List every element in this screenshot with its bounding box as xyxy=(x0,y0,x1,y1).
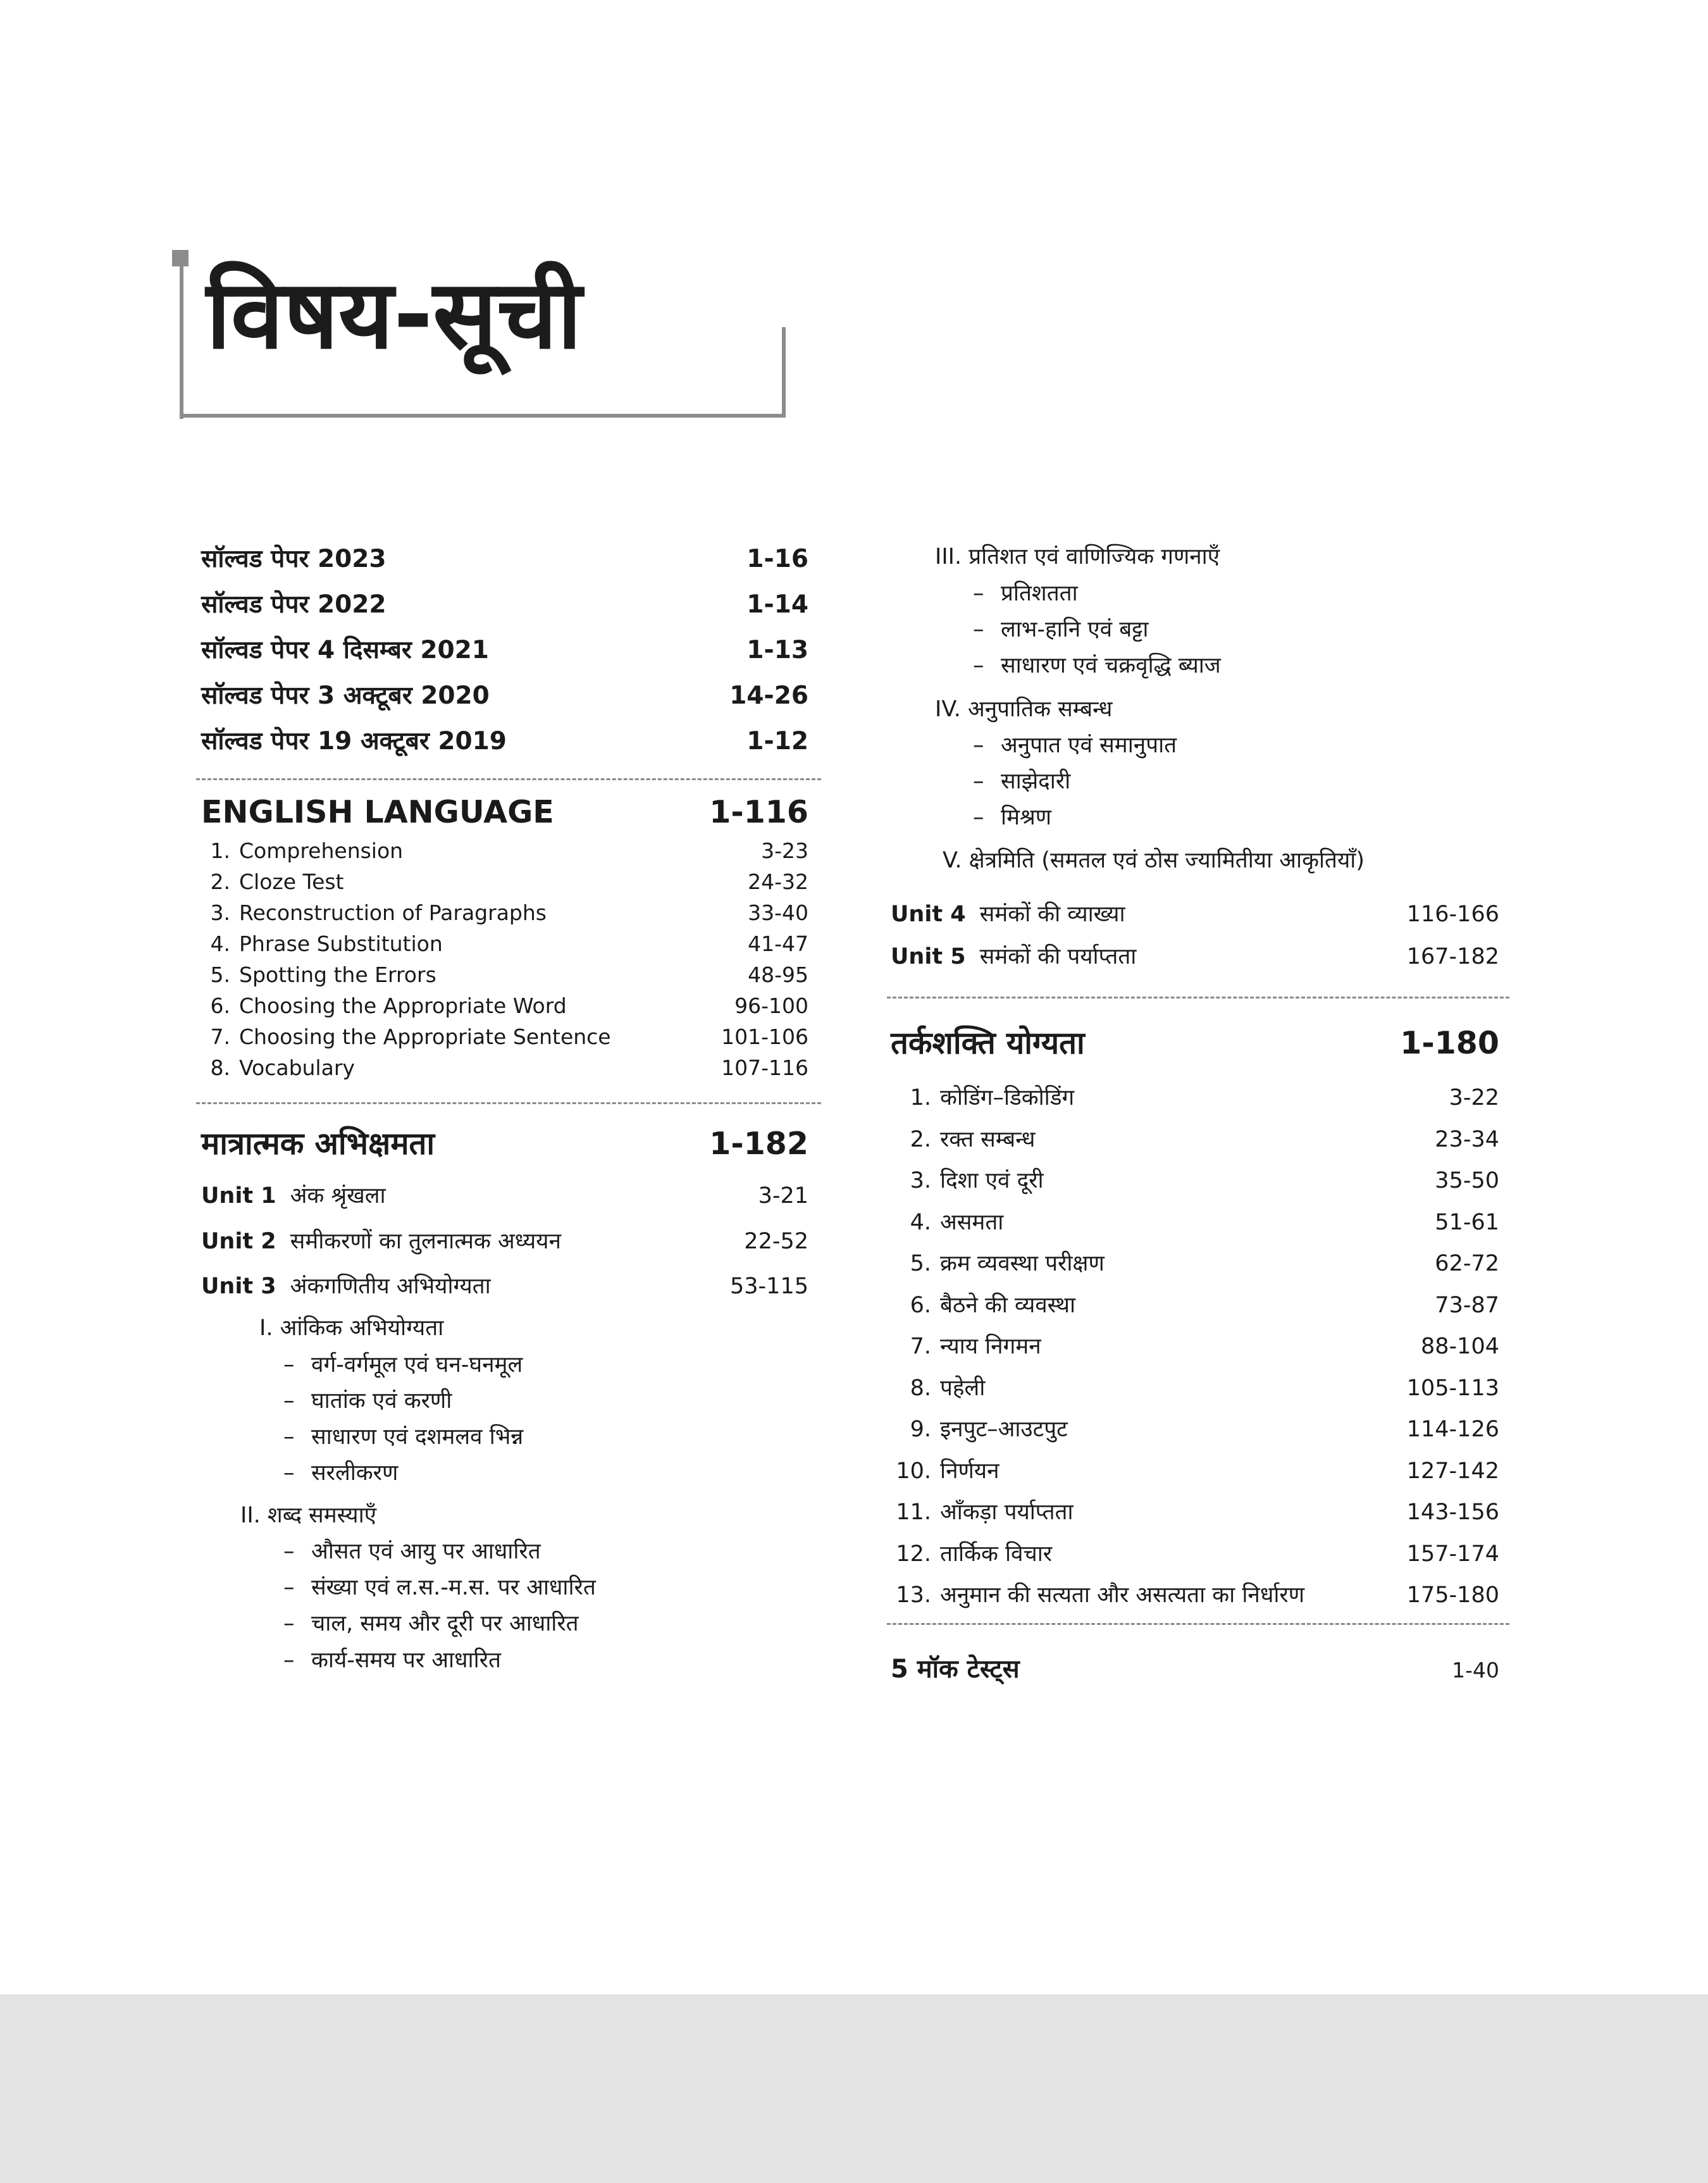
entry-label: समीकरणों का तुलनात्मक अध्ययन xyxy=(290,1229,561,1254)
toc-entry-solved-2021[interactable] xyxy=(201,632,808,666)
entry-label: सॉल्वड पेपर 2022 xyxy=(201,590,387,619)
section-divider xyxy=(196,1102,821,1104)
sub-heading[interactable]: IV. अनुपातिक सम्बन्ध xyxy=(935,697,1113,722)
toc-entry-unit[interactable] xyxy=(891,899,1499,928)
toc-entry-reasoning[interactable] xyxy=(891,1165,1499,1195)
section-heading: तर्कशक्ति योग्यता xyxy=(891,1025,1085,1061)
dash-bullet: – xyxy=(283,1648,295,1673)
dash-bullet: – xyxy=(283,1575,295,1600)
entry-number: 3. xyxy=(210,900,230,925)
entry-pages: 175-180 xyxy=(1406,1583,1499,1608)
entry-pages: 3-23 xyxy=(761,838,808,863)
entry-number: 2. xyxy=(910,1126,931,1152)
toc-entry-reasoning[interactable] xyxy=(891,1496,1499,1526)
toc-entry-mock-tests[interactable] xyxy=(891,1650,1499,1685)
entry-pages: 96-100 xyxy=(734,993,808,1018)
sub-item-label: घातांक एवं करणी xyxy=(311,1388,452,1414)
dash-bullet: – xyxy=(973,769,984,794)
sub-item-label: कार्य-समय पर आधारित xyxy=(311,1648,501,1673)
entry-pages: 51-61 xyxy=(1435,1209,1499,1235)
entry-label: रक्त सम्बन्ध xyxy=(940,1126,1036,1152)
sub-item[interactable] xyxy=(283,1608,579,1638)
sub-item-label: औसत एवं आयु पर आधारित xyxy=(311,1539,541,1564)
sub-item[interactable] xyxy=(283,1572,596,1601)
footer-band xyxy=(0,1994,1708,2183)
entry-label: पहेली xyxy=(940,1375,986,1401)
entry-pages: 1-40 xyxy=(1452,1658,1499,1682)
entry-number: 5. xyxy=(910,1251,931,1276)
entry-number: 6. xyxy=(210,993,230,1018)
entry-number: 3. xyxy=(910,1168,931,1193)
entry-label: असमता xyxy=(940,1209,1004,1235)
entry-label: 5 मॉक टेस्ट्स xyxy=(891,1655,1020,1684)
entry-label: अंक श्रृंखला xyxy=(290,1183,386,1209)
entry-pages: 114-126 xyxy=(1406,1417,1499,1442)
sub-item[interactable] xyxy=(973,802,1051,831)
dash-bullet: – xyxy=(973,805,984,830)
entry-number: 1. xyxy=(910,1085,931,1110)
entry-pages: 127-142 xyxy=(1406,1458,1499,1484)
toc-entry-reasoning[interactable] xyxy=(891,1414,1499,1443)
entry-label: कोडिंग–डिकोडिंग xyxy=(940,1085,1075,1110)
entry-label: समंकों की व्याख्या xyxy=(979,902,1125,927)
toc-entry-english[interactable] xyxy=(201,869,808,894)
toc-entry-english[interactable] xyxy=(201,1055,808,1080)
entry-pages: 62-72 xyxy=(1435,1251,1499,1276)
sub-item[interactable] xyxy=(973,578,1078,607)
toc-entry-reasoning[interactable] xyxy=(891,1207,1499,1236)
toc-entry-english[interactable] xyxy=(201,838,808,863)
toc-entry-reasoning[interactable] xyxy=(891,1124,1499,1154)
entry-pages: 1-13 xyxy=(746,636,808,664)
toc-entry-unit[interactable] xyxy=(891,941,1499,971)
toc-entry-reasoning[interactable] xyxy=(891,1538,1499,1568)
entry-pages: 53-115 xyxy=(730,1274,808,1299)
dash-bullet: – xyxy=(283,1460,295,1486)
toc-entry-english[interactable] xyxy=(201,900,808,925)
title-block xyxy=(170,250,789,421)
entry-label: सॉल्वड पेपर 3 अक्टूबर 2020 xyxy=(201,681,490,710)
toc-entry-unit[interactable] xyxy=(201,1271,808,1300)
unit-label: Unit 4 xyxy=(891,902,966,927)
toc-entry-reasoning[interactable] xyxy=(891,1579,1499,1609)
entry-number: 5. xyxy=(210,962,230,987)
section-divider xyxy=(887,1623,1509,1625)
entry-pages: 22-52 xyxy=(744,1229,808,1254)
entry-pages: 116-166 xyxy=(1406,902,1499,927)
section-pages: 1-180 xyxy=(1400,1025,1499,1061)
entry-number: 2. xyxy=(210,869,230,894)
dash-bullet: – xyxy=(973,617,984,642)
entry-label: क्रम व्यवस्था परीक्षण xyxy=(940,1251,1105,1276)
section-divider xyxy=(196,778,821,780)
entry-label: सॉल्वड पेपर 19 अक्टूबर 2019 xyxy=(201,727,507,756)
toc-entry-english[interactable] xyxy=(201,993,808,1018)
sub-item[interactable] xyxy=(283,1645,501,1674)
dash-bullet: – xyxy=(973,581,984,606)
entry-pages: 33-40 xyxy=(748,900,808,925)
sub-item[interactable] xyxy=(973,730,1177,759)
sub-item[interactable] xyxy=(973,614,1148,644)
toc-entry-solved-2020[interactable] xyxy=(201,678,808,711)
dash-bullet: – xyxy=(283,1424,295,1450)
entry-label: निर्णयन xyxy=(940,1458,999,1484)
unit-label: Unit 5 xyxy=(891,944,966,969)
entry-label: आँकड़ा पर्याप्तता xyxy=(940,1500,1074,1525)
toc-entry-unit[interactable] xyxy=(201,1226,808,1255)
entry-pages: 157-174 xyxy=(1406,1541,1499,1567)
entry-pages: 167-182 xyxy=(1406,944,1499,969)
section-reasoning[interactable] xyxy=(891,1021,1499,1063)
section-english[interactable] xyxy=(201,794,808,830)
unit-label: Unit 2 xyxy=(201,1229,276,1254)
entry-label: अंकगणितीय अभियोग्यता xyxy=(290,1274,491,1299)
entry-label: Comprehension xyxy=(239,838,404,863)
entry-label: Vocabulary xyxy=(239,1055,355,1080)
entry-pages: 35-50 xyxy=(1435,1168,1499,1193)
sub-item-label: साधारण एवं दशमलव भिन्न xyxy=(311,1424,524,1450)
sub-item[interactable] xyxy=(283,1457,398,1487)
entry-number: 10. xyxy=(896,1458,931,1484)
sub-item-label: लाभ-हानि एवं बट्टा xyxy=(1001,617,1149,642)
entry-pages: 105-113 xyxy=(1406,1375,1499,1401)
toc-entry-english[interactable] xyxy=(201,931,808,956)
entry-label: Phrase Substitution xyxy=(239,931,443,956)
entry-pages: 14-26 xyxy=(729,681,808,710)
sub-item-label: साझेदारी xyxy=(1001,769,1071,794)
sub-heading[interactable]: I. आंकिक अभियोग्यता xyxy=(259,1315,444,1341)
sub-item[interactable] xyxy=(283,1349,523,1379)
toc-entry-english[interactable] xyxy=(201,962,808,987)
entry-label: अनुमान की सत्यता और असत्यता का निर्धारण xyxy=(940,1583,1305,1608)
entry-pages: 101-106 xyxy=(721,1024,808,1049)
entry-label: सॉल्वड पेपर 2023 xyxy=(201,545,387,573)
dash-bullet: – xyxy=(283,1611,295,1636)
entry-label: बैठने की व्यवस्था xyxy=(940,1292,1076,1318)
sub-item-label: मिश्रण xyxy=(1001,805,1052,830)
entry-label: तार्किक विचार xyxy=(940,1541,1053,1567)
entry-pages: 3-21 xyxy=(758,1183,808,1209)
entry-pages: 1-12 xyxy=(746,727,808,756)
sub-item[interactable] xyxy=(283,1421,523,1451)
title-frame-right xyxy=(782,327,786,418)
dash-bullet: – xyxy=(283,1352,295,1378)
dash-bullet: – xyxy=(973,653,984,678)
toc-entry-unit[interactable] xyxy=(201,1180,808,1210)
unit-label: Unit 1 xyxy=(201,1183,276,1209)
toc-entry-english[interactable] xyxy=(201,1024,808,1049)
entry-label: इनपुट–आउटपुट xyxy=(940,1417,1068,1442)
entry-label: समंकों की पर्याप्तता xyxy=(979,944,1137,969)
entry-number: 4. xyxy=(210,931,230,956)
entry-label: Spotting the Errors xyxy=(239,962,436,987)
toc-entry-reasoning[interactable] xyxy=(891,1455,1499,1485)
entry-label: Choosing the Appropriate Word xyxy=(239,993,567,1018)
entry-pages: 1-14 xyxy=(746,590,808,619)
entry-pages: 107-116 xyxy=(721,1055,808,1080)
sub-item-label: प्रतिशतता xyxy=(1001,581,1078,606)
sub-item[interactable] xyxy=(973,766,1070,795)
entry-number: 4. xyxy=(910,1209,931,1235)
toc-entry-reasoning[interactable] xyxy=(891,1331,1499,1360)
dash-bullet: – xyxy=(283,1388,295,1414)
sub-item-label: सरलीकरण xyxy=(311,1460,399,1486)
dash-bullet: – xyxy=(283,1539,295,1564)
entry-pages: 41-47 xyxy=(748,931,808,956)
sub-heading[interactable]: II. शब्द समस्याएँ xyxy=(240,1503,376,1528)
entry-label: न्याय निगमन xyxy=(940,1334,1041,1359)
title-frame-left xyxy=(180,258,183,419)
entry-number: 12. xyxy=(896,1541,931,1567)
entry-pages: 88-104 xyxy=(1421,1334,1499,1359)
title-frame-bottom xyxy=(180,414,786,418)
entry-pages: 48-95 xyxy=(748,962,808,987)
toc-entry-reasoning[interactable] xyxy=(891,1372,1499,1402)
entry-label: Choosing the Appropriate Sentence xyxy=(239,1024,611,1049)
entry-label: Reconstruction of Paragraphs xyxy=(239,900,547,925)
toc-entry-reasoning[interactable] xyxy=(891,1290,1499,1319)
section-divider xyxy=(887,997,1509,998)
entry-number: 9. xyxy=(910,1417,931,1442)
section-pages: 1-182 xyxy=(709,1126,808,1162)
sub-item[interactable] xyxy=(283,1536,541,1565)
entry-label: सॉल्वड पेपर 4 दिसम्बर 2021 xyxy=(201,636,489,664)
section-heading: ENGLISH LANGUAGE xyxy=(201,794,554,830)
entry-pages: 73-87 xyxy=(1435,1292,1499,1318)
entry-pages: 3-22 xyxy=(1449,1085,1499,1110)
sub-item-label: वर्ग-वर्गमूल एवं घन-घनमूल xyxy=(311,1352,523,1378)
entry-number: 7. xyxy=(910,1334,931,1359)
entry-pages: 24-32 xyxy=(748,869,808,894)
toc-entry-reasoning[interactable] xyxy=(891,1082,1499,1112)
entry-pages: 23-34 xyxy=(1435,1126,1499,1152)
toc-entry-solved-2019[interactable] xyxy=(201,723,808,757)
entry-pages: 143-156 xyxy=(1406,1500,1499,1525)
entry-number: 8. xyxy=(210,1055,230,1080)
page-title: विषय-सूची xyxy=(206,260,582,370)
entry-label: Cloze Test xyxy=(239,869,344,894)
entry-pages: 1-16 xyxy=(746,545,808,573)
section-pages: 1-116 xyxy=(709,794,808,830)
dash-bullet: – xyxy=(973,733,984,758)
sub-item-label: अनुपात एवं समानुपात xyxy=(1001,733,1177,758)
sub-item[interactable] xyxy=(973,650,1221,680)
toc-entry-solved-2023[interactable] xyxy=(201,541,808,575)
unit-label: Unit 3 xyxy=(201,1274,276,1299)
entry-number: 11. xyxy=(896,1500,931,1525)
toc-entry-reasoning[interactable] xyxy=(891,1248,1499,1278)
entry-number: 7. xyxy=(210,1024,230,1049)
sub-item-label: चाल, समय और दूरी पर आधारित xyxy=(311,1611,579,1636)
sub-item-label: साधारण एवं चक्रवृद्धि ब्याज xyxy=(1001,653,1221,678)
entry-label: दिशा एवं दूरी xyxy=(940,1168,1044,1193)
sub-item-label: संख्या एवं ल.स.-म.स. पर आधारित xyxy=(311,1575,596,1600)
entry-number: 1. xyxy=(210,838,230,863)
entry-number: 13. xyxy=(896,1583,931,1608)
section-heading: मात्रात्मक अभिक्षमता xyxy=(201,1126,435,1162)
sub-heading[interactable]: V. क्षेत्रमिति (समतल एवं ठोस ज्यामितीया आकृतियाँ) xyxy=(943,848,1365,873)
sub-heading[interactable]: III. प्रतिशत एवं वाणिज्यिक गणनाएँ xyxy=(935,544,1220,569)
entry-number: 8. xyxy=(910,1375,931,1401)
section-quant[interactable] xyxy=(201,1122,808,1164)
entry-number: 6. xyxy=(910,1292,931,1318)
toc-entry-solved-2022[interactable] xyxy=(201,587,808,620)
sub-item[interactable] xyxy=(283,1385,452,1415)
